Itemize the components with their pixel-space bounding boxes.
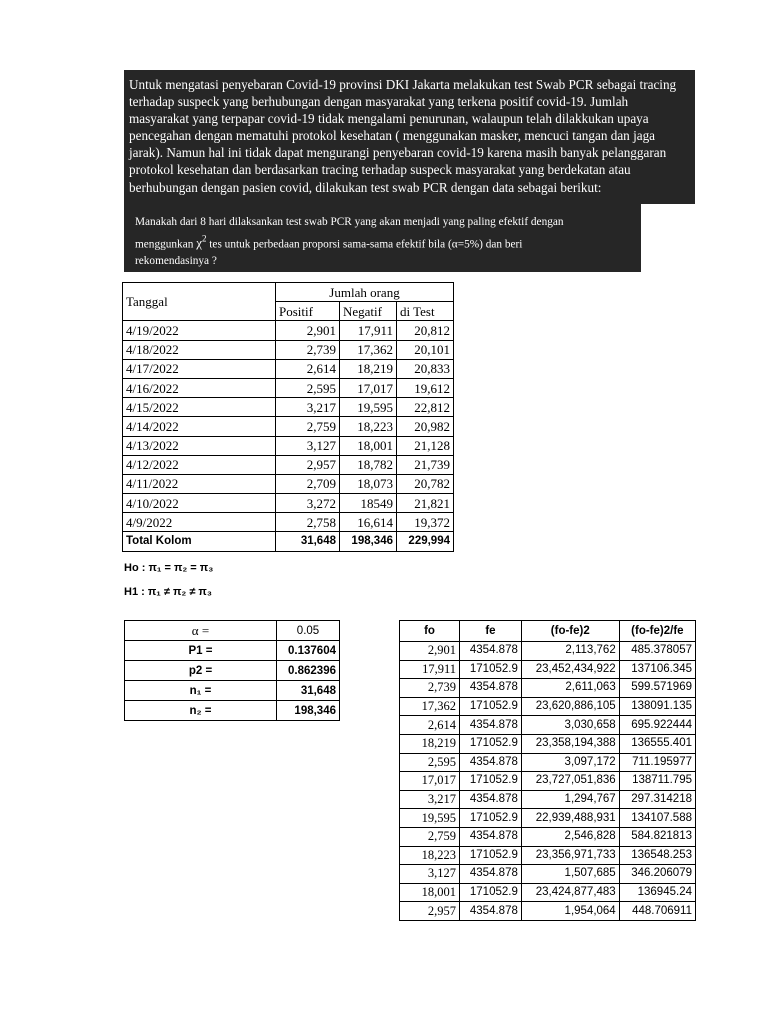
param-value: 0.05 — [277, 621, 340, 641]
row-positif: 2,759 — [276, 417, 340, 436]
header-jumlah-orang: Jumlah orang — [276, 283, 454, 302]
total-positif: 31,648 — [276, 532, 340, 551]
table-row — [123, 378, 454, 397]
data-table-body — [123, 321, 454, 532]
swab-data-table — [122, 282, 454, 552]
table-row — [123, 321, 454, 340]
chi-fo: 2,595 — [400, 753, 460, 772]
row-negatif: 18,001 — [340, 436, 397, 455]
row-negatif: 18,219 — [340, 359, 397, 378]
table-row — [123, 340, 454, 359]
chi-ratio: 584.821813 — [619, 827, 695, 846]
table-row — [123, 494, 454, 513]
param-label: n₁ = — [125, 681, 277, 701]
chi-fe: 171052.9 — [460, 883, 522, 902]
row-negatif: 17,362 — [340, 340, 397, 359]
chi-row — [400, 753, 696, 772]
chi-fo: 18,219 — [400, 734, 460, 753]
row-di-test: 20,833 — [397, 359, 454, 378]
param-value: 0.137604 — [277, 641, 340, 661]
chi-row — [400, 697, 696, 716]
chi-ratio: 695.922444 — [619, 716, 695, 735]
row-positif: 2,595 — [276, 378, 340, 397]
chi-fo: 3,127 — [400, 865, 460, 884]
chi-fo: 2,901 — [400, 642, 460, 661]
chi-row — [400, 642, 696, 661]
chi-fe: 4354.878 — [460, 902, 522, 921]
intro-line: terhadap suspeck yang berhubungan dengan masyarakat yang terkena positif covid-19. Jumlah — [129, 94, 629, 110]
chi-ratio: 136548.253 — [619, 846, 695, 865]
chi-square-symbol: $\chi^2$ — [196, 234, 207, 251]
hypothesis-h1: H1 : π₁ ≠ π₂ ≠ π₃ — [124, 586, 212, 598]
chi-fo: 18,001 — [400, 883, 460, 902]
intro-line: Untuk mengatasi penyebaran Covid-19 provinsi DKI Jakarta melakukan test Swab PCR sebagai tracing — [129, 77, 677, 92]
intro-line: jarak). Namun hal ini tidak dapat mengurangi penyebaran covid-19 karena masih banyak pelanggaran — [129, 145, 667, 161]
hypothesis-h0: Ho : π₁ = π₂ = π₃ — [124, 562, 214, 574]
row-di-test: 19,372 — [397, 513, 454, 532]
question-line-1: Manakah dari 8 hari dilaksankan test swab PCR yang akan menjadi yang paling efektif dengan — [135, 216, 564, 228]
param-label: p2 = — [125, 661, 277, 681]
row-date: 4/14/2022 — [123, 417, 276, 436]
row-date: 4/18/2022 — [123, 340, 276, 359]
header-di-test: di Test — [397, 302, 454, 321]
row-di-test: 22,812 — [397, 398, 454, 417]
chi-fo-fe-squared: 1,954,064 — [521, 902, 619, 921]
param-row — [125, 661, 340, 681]
header-date: Tanggal — [123, 283, 276, 321]
parameter-table — [124, 620, 340, 721]
row-date: 4/17/2022 — [123, 359, 276, 378]
chi-ratio: 448.706911 — [619, 902, 695, 921]
chi-square-table — [399, 620, 696, 921]
intro-paragraph — [124, 70, 695, 196]
row-date: 4/12/2022 — [123, 455, 276, 474]
chi-row — [400, 883, 696, 902]
row-positif: 2,901 — [276, 321, 340, 340]
chi-row — [400, 865, 696, 884]
param-label: α = — [125, 621, 277, 641]
row-positif: 3,272 — [276, 494, 340, 513]
row-positif: 2,709 — [276, 474, 340, 493]
intro-line: masyarakat yang terpapar covid-19 tidak mengalami penurunan, walaupun telah dilakkukan upaya — [129, 111, 649, 127]
chi-fo: 2,957 — [400, 902, 460, 921]
chi-ratio: 346.206079 — [619, 865, 695, 884]
chi-fo-fe-squared: 23,356,971,733 — [521, 846, 619, 865]
chi-fe: 4354.878 — [460, 827, 522, 846]
chi-fe: 4354.878 — [460, 865, 522, 884]
row-date: 4/13/2022 — [123, 436, 276, 455]
row-positif: 3,217 — [276, 398, 340, 417]
chi-fo-fe-squared: 3,030,658 — [521, 716, 619, 735]
header-negatif: Negatif — [340, 302, 397, 321]
chi-fo-fe-squared: 3,097,172 — [521, 753, 619, 772]
chi-fe: 171052.9 — [460, 809, 522, 828]
chi-row — [400, 809, 696, 828]
table-row — [123, 455, 454, 474]
chi-fo: 17,362 — [400, 697, 460, 716]
chi-fe: 4354.878 — [460, 716, 522, 735]
chi-fo: 19,595 — [400, 809, 460, 828]
chi-ratio: 138091.135 — [619, 697, 695, 716]
table-row — [123, 436, 454, 455]
chi-fe: 4354.878 — [460, 642, 522, 661]
chi-fe: 171052.9 — [460, 772, 522, 791]
chi-fo-fe-squared: 1,294,767 — [521, 790, 619, 809]
chi-fe: 171052.9 — [460, 697, 522, 716]
total-negatif: 198,346 — [340, 532, 397, 551]
row-di-test: 20,812 — [397, 321, 454, 340]
chi-ratio: 136945.24 — [619, 883, 695, 902]
row-date: 4/9/2022 — [123, 513, 276, 532]
chi-ratio: 134107.588 — [619, 809, 695, 828]
intro-line: protokol kesehatan dan berdasarkan tracing terhadap suspeck masyarakat yang berdekatan atau — [129, 162, 631, 178]
row-date: 4/16/2022 — [123, 378, 276, 397]
row-di-test: 21,821 — [397, 494, 454, 513]
param-value: 198,346 — [277, 701, 340, 721]
row-di-test: 21,128 — [397, 436, 454, 455]
chi-fo: 2,759 — [400, 827, 460, 846]
row-negatif: 18,782 — [340, 455, 397, 474]
intro-text-block — [124, 70, 695, 204]
chi-row — [400, 660, 696, 679]
chi-fo-fe-squared: 2,113,762 — [521, 642, 619, 661]
row-date: 4/11/2022 — [123, 474, 276, 493]
chi-fe: 171052.9 — [460, 660, 522, 679]
row-positif: 3,127 — [276, 436, 340, 455]
row-positif: 2,957 — [276, 455, 340, 474]
row-di-test: 19,612 — [397, 378, 454, 397]
row-negatif: 17,017 — [340, 378, 397, 397]
intro-line: pencegahan dengan mematuhi protokol kesehatan ( menggunakan masker, mencuci tangan dan jaga — [129, 128, 656, 144]
row-date: 4/19/2022 — [123, 321, 276, 340]
row-date: 4/10/2022 — [123, 494, 276, 513]
chi-ratio: 137106.345 — [619, 660, 695, 679]
chi-fo-fe-squared: 22,939,488,931 — [521, 809, 619, 828]
table-row — [123, 417, 454, 436]
chi-row — [400, 734, 696, 753]
header-fo-fe-squared-over-fe: (fo-fe)2/fe — [619, 621, 695, 642]
row-negatif: 19,595 — [340, 398, 397, 417]
question-paragraph — [124, 204, 641, 270]
header-fo: fo — [400, 621, 460, 642]
chi-row — [400, 716, 696, 735]
chi-fe: 171052.9 — [460, 846, 522, 865]
chi-ratio: 599.571969 — [619, 679, 695, 698]
header-fe: fe — [460, 621, 522, 642]
row-di-test: 20,101 — [397, 340, 454, 359]
chi-fo-fe-squared: 23,424,877,483 — [521, 883, 619, 902]
question-line-3: rekomendasinya ? — [135, 255, 217, 268]
chi-fo-fe-squared: 23,358,194,388 — [521, 734, 619, 753]
row-positif: 2,614 — [276, 359, 340, 378]
chi-header-row — [400, 621, 696, 642]
chi-fo: 2,614 — [400, 716, 460, 735]
param-value: 31,648 — [277, 681, 340, 701]
question-block — [124, 204, 641, 272]
row-date: 4/15/2022 — [123, 398, 276, 417]
chi-fo-fe-squared: 23,452,434,922 — [521, 660, 619, 679]
row-di-test: 20,782 — [397, 474, 454, 493]
chi-row — [400, 827, 696, 846]
chi-row — [400, 772, 696, 791]
chi-fo-fe-squared: 1,507,685 — [521, 865, 619, 884]
total-label: Total Kolom — [123, 532, 276, 551]
chi-fo-fe-squared: 2,611,063 — [521, 679, 619, 698]
param-label: P1 = — [125, 641, 277, 661]
chi-row — [400, 790, 696, 809]
param-label: n₂ = — [125, 701, 277, 721]
row-negatif: 16,614 — [340, 513, 397, 532]
param-row — [125, 681, 340, 701]
chi-fo: 2,739 — [400, 679, 460, 698]
chi-fo: 18,223 — [400, 846, 460, 865]
row-di-test: 20,982 — [397, 417, 454, 436]
intro-line: berhubungan dengan pasien covid, dilakukan test swab PCR dengan data sebagai berikut: — [129, 179, 602, 195]
row-negatif: 18,223 — [340, 417, 397, 436]
row-positif: 2,758 — [276, 513, 340, 532]
table-row — [123, 474, 454, 493]
row-negatif: 18,073 — [340, 474, 397, 493]
param-row — [125, 641, 340, 661]
row-di-test: 21,739 — [397, 455, 454, 474]
header-fo-fe-squared: (fo-fe)2 — [521, 621, 619, 642]
chi-fo-fe-squared: 23,620,886,105 — [521, 697, 619, 716]
total-row — [123, 532, 454, 551]
param-value: 0.862396 — [277, 661, 340, 681]
param-row — [125, 701, 340, 721]
chi-fe: 4354.878 — [460, 790, 522, 809]
chi-ratio: 711.195977 — [619, 753, 695, 772]
chi-ratio: 138711.795 — [619, 772, 695, 791]
chi-fo: 17,911 — [400, 660, 460, 679]
table-row — [123, 359, 454, 378]
param-row — [125, 621, 340, 641]
chi-fe: 171052.9 — [460, 734, 522, 753]
chi-ratio: 297.314218 — [619, 790, 695, 809]
question-line-2-end: tes untuk perbedaan proporsi sama-sama efektif bila (α=5%) dan beri — [206, 238, 523, 251]
chi-fe: 4354.878 — [460, 753, 522, 772]
chi-row — [400, 846, 696, 865]
chi-row — [400, 679, 696, 698]
table-row — [123, 398, 454, 417]
chi-ratio: 485.378057 — [619, 642, 695, 661]
chi-fo-fe-squared: 23,727,051,836 — [521, 772, 619, 791]
row-positif: 2,739 — [276, 340, 340, 359]
chi-fo: 3,217 — [400, 790, 460, 809]
chi-ratio: 136555.401 — [619, 734, 695, 753]
table-row — [123, 513, 454, 532]
chi-fe: 4354.878 — [460, 679, 522, 698]
question-line-2-start: menggunkan — [135, 238, 197, 251]
header-positif: Positif — [276, 302, 340, 321]
row-negatif: 17,911 — [340, 321, 397, 340]
chi-fo-fe-squared: 2,546,828 — [521, 827, 619, 846]
chi-row — [400, 902, 696, 921]
chi-fo: 17,017 — [400, 772, 460, 791]
row-negatif: 18549 — [340, 494, 397, 513]
total-di-test: 229,994 — [397, 532, 454, 551]
